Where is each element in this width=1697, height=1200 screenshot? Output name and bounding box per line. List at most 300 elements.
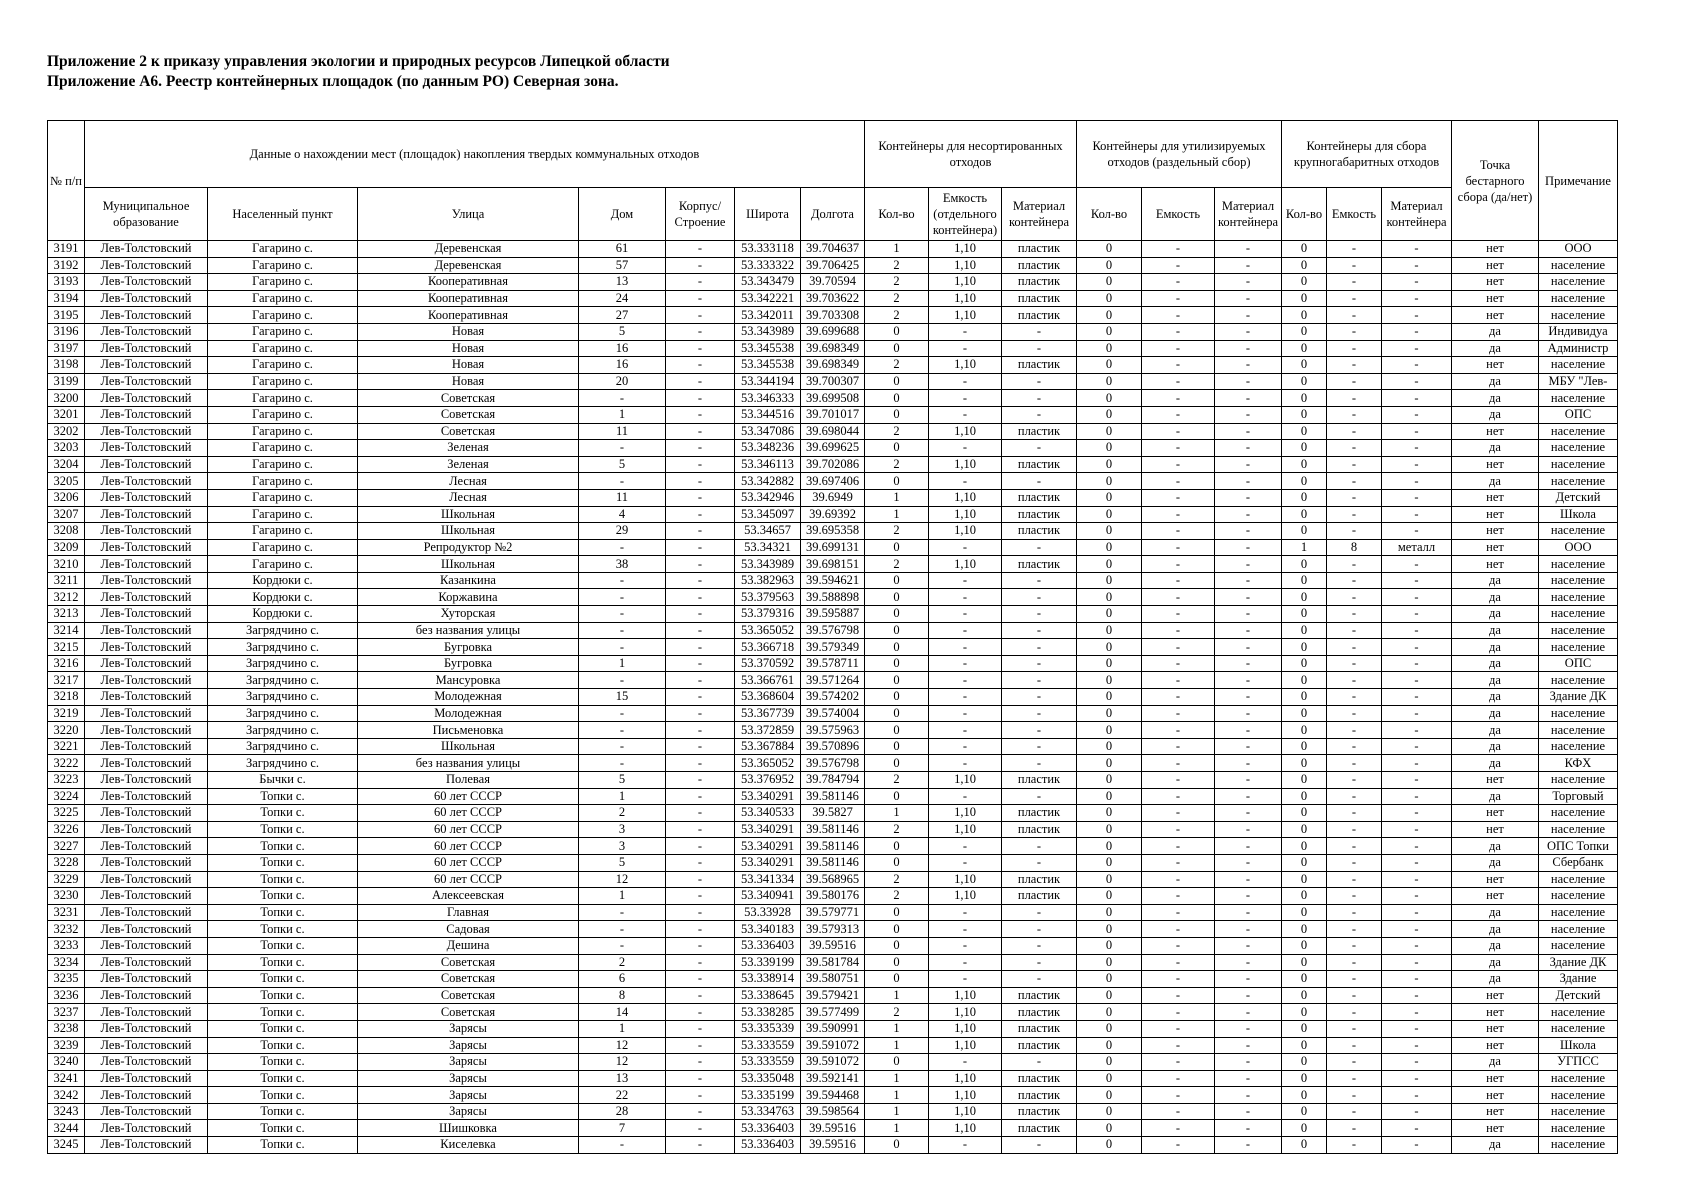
cell-recyclable-count: 0 <box>1077 805 1142 822</box>
cell-unsorted-count: 0 <box>865 838 929 855</box>
cell-recyclable-material: - <box>1215 904 1282 921</box>
cell-settlement: Топки с. <box>208 1054 358 1071</box>
cell-bagless-collection: нет <box>1452 307 1539 324</box>
cell-settlement: Топки с. <box>208 1020 358 1037</box>
cell-street: 60 лет СССР <box>358 821 579 838</box>
cell-unsorted-capacity: - <box>929 473 1002 490</box>
cell-street: Лесная <box>358 473 579 490</box>
header-latitude: Широта <box>735 188 801 241</box>
cell-number: 3203 <box>48 440 85 457</box>
cell-unsorted-count: 0 <box>865 539 929 556</box>
cell-building: - <box>666 373 735 390</box>
cell-unsorted-count: 0 <box>865 854 929 871</box>
cell-bagless-collection: нет <box>1452 987 1539 1004</box>
cell-bulky-capacity: - <box>1327 257 1382 274</box>
cell-recyclable-capacity: - <box>1142 971 1215 988</box>
cell-bulky-capacity: - <box>1327 838 1382 855</box>
cell-unsorted-capacity: 1,10 <box>929 1020 1002 1037</box>
cell-building: - <box>666 589 735 606</box>
cell-unsorted-material: - <box>1002 722 1077 739</box>
cell-recyclable-material: - <box>1215 954 1282 971</box>
cell-bulky-material: - <box>1382 821 1452 838</box>
cell-latitude: 53.342882 <box>735 473 801 490</box>
table-row <box>48 838 1618 855</box>
cell-building: - <box>666 1037 735 1054</box>
cell-settlement: Бычки с. <box>208 772 358 789</box>
cell-bulky-count: 0 <box>1282 1103 1327 1120</box>
cell-number: 3195 <box>48 307 85 324</box>
cell-recyclable-count: 0 <box>1077 572 1142 589</box>
table-row <box>48 689 1618 706</box>
cell-bulky-material: - <box>1382 904 1452 921</box>
cell-unsorted-capacity: - <box>929 1054 1002 1071</box>
cell-bagless-collection: да <box>1452 921 1539 938</box>
cell-latitude: 53.335339 <box>735 1020 801 1037</box>
cell-bagless-collection: да <box>1452 954 1539 971</box>
table-row <box>48 772 1618 789</box>
cell-longitude: 39.698044 <box>801 423 865 440</box>
cell-bulky-count: 0 <box>1282 838 1327 855</box>
table-row <box>48 904 1618 921</box>
cell-municipality: Лев-Толстовский <box>85 473 208 490</box>
cell-street: Главная <box>358 904 579 921</box>
cell-longitude: 39.706425 <box>801 257 865 274</box>
cell-number: 3191 <box>48 241 85 258</box>
cell-house: 57 <box>579 257 666 274</box>
cell-unsorted-material: - <box>1002 1054 1077 1071</box>
cell-latitude: 53.34657 <box>735 523 801 540</box>
cell-recyclable-count: 0 <box>1077 655 1142 672</box>
cell-recyclable-capacity: - <box>1142 1004 1215 1021</box>
cell-bulky-capacity: - <box>1327 489 1382 506</box>
cell-bulky-count: 0 <box>1282 722 1327 739</box>
cell-longitude: 39.69392 <box>801 506 865 523</box>
cell-recyclable-material: - <box>1215 805 1282 822</box>
cell-settlement: Гагарино с. <box>208 290 358 307</box>
cell-unsorted-material: - <box>1002 788 1077 805</box>
cell-note: население <box>1539 1120 1618 1137</box>
cell-street: Репродуктор №2 <box>358 539 579 556</box>
cell-recyclable-capacity: - <box>1142 904 1215 921</box>
cell-unsorted-material: пластик <box>1002 871 1077 888</box>
cell-recyclable-capacity: - <box>1142 821 1215 838</box>
cell-bulky-count: 0 <box>1282 456 1327 473</box>
cell-unsorted-material: пластик <box>1002 1004 1077 1021</box>
cell-recyclable-count: 0 <box>1077 523 1142 540</box>
cell-unsorted-count: 2 <box>865 307 929 324</box>
cell-building: - <box>666 755 735 772</box>
cell-street: Деревенская <box>358 257 579 274</box>
cell-recyclable-capacity: - <box>1142 639 1215 656</box>
cell-building: - <box>666 971 735 988</box>
cell-bulky-capacity: - <box>1327 772 1382 789</box>
header-municipality: Муниципальное образование <box>85 188 208 241</box>
cell-bagless-collection: нет <box>1452 1037 1539 1054</box>
cell-bulky-capacity: - <box>1327 373 1382 390</box>
cell-recyclable-count: 0 <box>1077 838 1142 855</box>
cell-bulky-count: 0 <box>1282 937 1327 954</box>
cell-unsorted-capacity: - <box>929 655 1002 672</box>
cell-bulky-capacity: - <box>1327 357 1382 374</box>
cell-building: - <box>666 307 735 324</box>
cell-latitude: 53.345097 <box>735 506 801 523</box>
cell-longitude: 39.784794 <box>801 772 865 789</box>
cell-municipality: Лев-Толстовский <box>85 788 208 805</box>
cell-recyclable-count: 0 <box>1077 290 1142 307</box>
cell-latitude: 53.346113 <box>735 456 801 473</box>
cell-bulky-count: 0 <box>1282 390 1327 407</box>
cell-municipality: Лев-Толстовский <box>85 1037 208 1054</box>
cell-bagless-collection: да <box>1452 722 1539 739</box>
cell-note: Здание <box>1539 971 1618 988</box>
table-row <box>48 1004 1618 1021</box>
cell-bulky-capacity: - <box>1327 406 1382 423</box>
cell-latitude: 53.336403 <box>735 1137 801 1154</box>
table-row <box>48 805 1618 822</box>
cell-street: Садовая <box>358 921 579 938</box>
cell-recyclable-capacity: - <box>1142 489 1215 506</box>
cell-building: - <box>666 987 735 1004</box>
cell-settlement: Загрядчино с. <box>208 689 358 706</box>
cell-municipality: Лев-Толстовский <box>85 523 208 540</box>
cell-bagless-collection: да <box>1452 672 1539 689</box>
cell-municipality: Лев-Толстовский <box>85 821 208 838</box>
cell-bulky-count: 0 <box>1282 1054 1327 1071</box>
cell-recyclable-count: 0 <box>1077 854 1142 871</box>
cell-unsorted-count: 2 <box>865 456 929 473</box>
cell-number: 3242 <box>48 1087 85 1104</box>
cell-note: население <box>1539 572 1618 589</box>
cell-recyclable-capacity: - <box>1142 456 1215 473</box>
cell-bulky-material: - <box>1382 523 1452 540</box>
cell-municipality: Лев-Толстовский <box>85 689 208 706</box>
cell-unsorted-capacity: - <box>929 689 1002 706</box>
cell-street: Новая <box>358 340 579 357</box>
cell-bulky-capacity: - <box>1327 821 1382 838</box>
cell-municipality: Лев-Толстовский <box>85 705 208 722</box>
cell-recyclable-count: 0 <box>1077 1137 1142 1154</box>
cell-municipality: Лев-Толстовский <box>85 871 208 888</box>
cell-recyclable-capacity: - <box>1142 871 1215 888</box>
header-recyclable-count: Кол-во <box>1077 188 1142 241</box>
cell-building: - <box>666 888 735 905</box>
cell-bagless-collection: да <box>1452 854 1539 871</box>
cell-unsorted-capacity: 1,10 <box>929 772 1002 789</box>
cell-recyclable-count: 0 <box>1077 323 1142 340</box>
cell-settlement: Топки с. <box>208 1103 358 1120</box>
cell-recyclable-capacity: - <box>1142 655 1215 672</box>
cell-number: 3196 <box>48 323 85 340</box>
cell-longitude: 39.6949 <box>801 489 865 506</box>
cell-longitude: 39.581146 <box>801 821 865 838</box>
cell-bulky-material: - <box>1382 406 1452 423</box>
table-row <box>48 1137 1618 1154</box>
cell-municipality: Лев-Толстовский <box>85 1120 208 1137</box>
table-row <box>48 622 1618 639</box>
header-bulky-material: Материал контейнера <box>1382 188 1452 241</box>
cell-note: население <box>1539 622 1618 639</box>
cell-bulky-material: - <box>1382 390 1452 407</box>
cell-latitude: 53.376952 <box>735 772 801 789</box>
cell-house: - <box>579 473 666 490</box>
title-line-1: Приложение 2 к приказу управления экологии и природных ресурсов Липецкой области <box>47 53 670 70</box>
cell-recyclable-count: 0 <box>1077 689 1142 706</box>
cell-building: - <box>666 821 735 838</box>
cell-unsorted-capacity: - <box>929 406 1002 423</box>
table-row <box>48 456 1618 473</box>
cell-longitude: 39.575963 <box>801 722 865 739</box>
cell-house: 3 <box>579 838 666 855</box>
cell-recyclable-material: - <box>1215 456 1282 473</box>
cell-settlement: Загрядчино с. <box>208 755 358 772</box>
cell-bulky-capacity: - <box>1327 473 1382 490</box>
cell-bulky-material: металл <box>1382 539 1452 556</box>
cell-house: 1 <box>579 655 666 672</box>
cell-unsorted-material: - <box>1002 323 1077 340</box>
header-unsorted-material: Материал контейнера <box>1002 188 1077 241</box>
cell-recyclable-material: - <box>1215 539 1282 556</box>
cell-recyclable-capacity: - <box>1142 1020 1215 1037</box>
cell-street: Зеленая <box>358 456 579 473</box>
cell-bulky-capacity: - <box>1327 755 1382 772</box>
table-row <box>48 274 1618 291</box>
cell-longitude: 39.591072 <box>801 1037 865 1054</box>
cell-bulky-material: - <box>1382 672 1452 689</box>
cell-unsorted-count: 0 <box>865 440 929 457</box>
cell-latitude: 53.366718 <box>735 639 801 656</box>
cell-municipality: Лев-Толстовский <box>85 307 208 324</box>
cell-bulky-count: 0 <box>1282 738 1327 755</box>
cell-bulky-count: 0 <box>1282 274 1327 291</box>
cell-recyclable-count: 0 <box>1077 722 1142 739</box>
cell-longitude: 39.59516 <box>801 937 865 954</box>
cell-longitude: 39.699131 <box>801 539 865 556</box>
cell-house: 13 <box>579 1070 666 1087</box>
cell-bulky-material: - <box>1382 1020 1452 1037</box>
cell-recyclable-count: 0 <box>1077 556 1142 573</box>
cell-bulky-count: 0 <box>1282 423 1327 440</box>
cell-bagless-collection: да <box>1452 606 1539 623</box>
cell-recyclable-material: - <box>1215 821 1282 838</box>
cell-recyclable-material: - <box>1215 1137 1282 1154</box>
cell-bulky-material: - <box>1382 323 1452 340</box>
cell-latitude: 53.341334 <box>735 871 801 888</box>
container-sites-registry-table <box>47 120 1618 1154</box>
cell-number: 3224 <box>48 788 85 805</box>
cell-unsorted-capacity: - <box>929 539 1002 556</box>
cell-street: Советская <box>358 1004 579 1021</box>
cell-unsorted-count: 0 <box>865 639 929 656</box>
cell-recyclable-capacity: - <box>1142 672 1215 689</box>
cell-unsorted-count: 0 <box>865 340 929 357</box>
cell-municipality: Лев-Толстовский <box>85 606 208 623</box>
cell-longitude: 39.580751 <box>801 971 865 988</box>
cell-street: 60 лет СССР <box>358 805 579 822</box>
cell-settlement: Загрядчино с. <box>208 622 358 639</box>
cell-recyclable-capacity: - <box>1142 772 1215 789</box>
cell-bulky-capacity: - <box>1327 1004 1382 1021</box>
cell-bagless-collection: нет <box>1452 506 1539 523</box>
cell-house: 16 <box>579 340 666 357</box>
cell-number: 3193 <box>48 274 85 291</box>
table-row <box>48 257 1618 274</box>
cell-unsorted-material: - <box>1002 340 1077 357</box>
cell-settlement: Топки с. <box>208 838 358 855</box>
cell-settlement: Загрядчино с. <box>208 672 358 689</box>
cell-unsorted-count: 1 <box>865 506 929 523</box>
cell-bulky-capacity: - <box>1327 1070 1382 1087</box>
cell-bagless-collection: нет <box>1452 1087 1539 1104</box>
cell-recyclable-capacity: - <box>1142 1070 1215 1087</box>
cell-house: - <box>579 755 666 772</box>
cell-settlement: Гагарино с. <box>208 506 358 523</box>
cell-settlement: Гагарино с. <box>208 274 358 291</box>
cell-settlement: Топки с. <box>208 805 358 822</box>
cell-house: 8 <box>579 987 666 1004</box>
cell-bagless-collection: да <box>1452 1054 1539 1071</box>
cell-latitude: 53.340183 <box>735 921 801 938</box>
cell-settlement: Топки с. <box>208 921 358 938</box>
cell-street: Молодежная <box>358 705 579 722</box>
cell-note: МБУ "Лев- <box>1539 373 1618 390</box>
cell-note: население <box>1539 1137 1618 1154</box>
cell-note: население <box>1539 307 1618 324</box>
cell-settlement: Гагарино с. <box>208 456 358 473</box>
cell-bulky-material: - <box>1382 1087 1452 1104</box>
cell-settlement: Топки с. <box>208 1004 358 1021</box>
cell-longitude: 39.578711 <box>801 655 865 672</box>
cell-house: 61 <box>579 241 666 258</box>
cell-longitude: 39.5827 <box>801 805 865 822</box>
cell-building: - <box>666 854 735 871</box>
table-row <box>48 357 1618 374</box>
cell-building: - <box>666 921 735 938</box>
cell-unsorted-material: - <box>1002 606 1077 623</box>
cell-unsorted-capacity: 1,10 <box>929 307 1002 324</box>
cell-municipality: Лев-Толстовский <box>85 357 208 374</box>
cell-recyclable-capacity: - <box>1142 838 1215 855</box>
cell-note: население <box>1539 257 1618 274</box>
cell-bulky-material: - <box>1382 871 1452 888</box>
cell-recyclable-capacity: - <box>1142 1120 1215 1137</box>
table-row <box>48 705 1618 722</box>
cell-latitude: 53.342946 <box>735 489 801 506</box>
cell-unsorted-material: пластик <box>1002 290 1077 307</box>
cell-recyclable-count: 0 <box>1077 904 1142 921</box>
cell-municipality: Лев-Толстовский <box>85 1103 208 1120</box>
cell-bulky-count: 0 <box>1282 290 1327 307</box>
cell-settlement: Топки с. <box>208 1070 358 1087</box>
cell-note: Школа <box>1539 1037 1618 1054</box>
cell-bulky-material: - <box>1382 357 1452 374</box>
cell-recyclable-material: - <box>1215 1103 1282 1120</box>
cell-building: - <box>666 1020 735 1037</box>
cell-building: - <box>666 655 735 672</box>
table-body <box>48 241 1618 1154</box>
cell-unsorted-count: 1 <box>865 1087 929 1104</box>
cell-unsorted-count: 0 <box>865 755 929 772</box>
cell-longitude: 39.697406 <box>801 473 865 490</box>
cell-house: - <box>579 589 666 606</box>
cell-building: - <box>666 489 735 506</box>
cell-building: - <box>666 772 735 789</box>
cell-bulky-material: - <box>1382 788 1452 805</box>
cell-bulky-count: 0 <box>1282 971 1327 988</box>
cell-unsorted-material: пластик <box>1002 241 1077 258</box>
cell-longitude: 39.581146 <box>801 788 865 805</box>
cell-house: 28 <box>579 1103 666 1120</box>
cell-bagless-collection: да <box>1452 1137 1539 1154</box>
cell-note: ООО <box>1539 539 1618 556</box>
cell-note: ОПС <box>1539 406 1618 423</box>
cell-bulky-count: 0 <box>1282 373 1327 390</box>
cell-bulky-material: - <box>1382 655 1452 672</box>
cell-recyclable-material: - <box>1215 755 1282 772</box>
cell-bulky-capacity: - <box>1327 672 1382 689</box>
cell-recyclable-capacity: - <box>1142 788 1215 805</box>
cell-longitude: 39.577499 <box>801 1004 865 1021</box>
cell-longitude: 39.595887 <box>801 606 865 623</box>
table-row <box>48 406 1618 423</box>
cell-settlement: Гагарино с. <box>208 556 358 573</box>
cell-settlement: Гагарино с. <box>208 323 358 340</box>
cell-unsorted-count: 1 <box>865 1103 929 1120</box>
cell-note: Здание ДК <box>1539 689 1618 706</box>
cell-house: 13 <box>579 274 666 291</box>
cell-street: Кооперативная <box>358 290 579 307</box>
cell-bulky-material: - <box>1382 772 1452 789</box>
cell-number: 3226 <box>48 821 85 838</box>
cell-street: Бугровка <box>358 655 579 672</box>
cell-recyclable-material: - <box>1215 705 1282 722</box>
cell-unsorted-count: 2 <box>865 556 929 573</box>
cell-street: Полевая <box>358 772 579 789</box>
cell-latitude: 53.343989 <box>735 323 801 340</box>
cell-recyclable-count: 0 <box>1077 888 1142 905</box>
cell-recyclable-capacity: - <box>1142 622 1215 639</box>
cell-unsorted-material: - <box>1002 390 1077 407</box>
header-note: Примечание <box>1539 121 1618 241</box>
cell-bulky-material: - <box>1382 1120 1452 1137</box>
cell-bulky-material: - <box>1382 340 1452 357</box>
cell-municipality: Лев-Толстовский <box>85 738 208 755</box>
cell-building: - <box>666 323 735 340</box>
cell-unsorted-material: пластик <box>1002 556 1077 573</box>
cell-unsorted-material: пластик <box>1002 1103 1077 1120</box>
cell-house: 29 <box>579 523 666 540</box>
cell-bagless-collection: нет <box>1452 523 1539 540</box>
cell-unsorted-material: - <box>1002 971 1077 988</box>
cell-note: население <box>1539 937 1618 954</box>
header-longitude: Долгота <box>801 188 865 241</box>
cell-number: 3228 <box>48 854 85 871</box>
cell-street: Школьная <box>358 738 579 755</box>
cell-latitude: 53.370592 <box>735 655 801 672</box>
cell-municipality: Лев-Толстовский <box>85 506 208 523</box>
cell-building: - <box>666 871 735 888</box>
cell-unsorted-count: 0 <box>865 971 929 988</box>
cell-recyclable-capacity: - <box>1142 689 1215 706</box>
cell-bulky-count: 0 <box>1282 1004 1327 1021</box>
cell-house: - <box>579 390 666 407</box>
cell-unsorted-count: 2 <box>865 772 929 789</box>
table-row <box>48 539 1618 556</box>
cell-recyclable-count: 0 <box>1077 622 1142 639</box>
cell-house: 22 <box>579 1087 666 1104</box>
cell-unsorted-material: пластик <box>1002 456 1077 473</box>
cell-latitude: 53.340291 <box>735 821 801 838</box>
cell-latitude: 53.333559 <box>735 1037 801 1054</box>
